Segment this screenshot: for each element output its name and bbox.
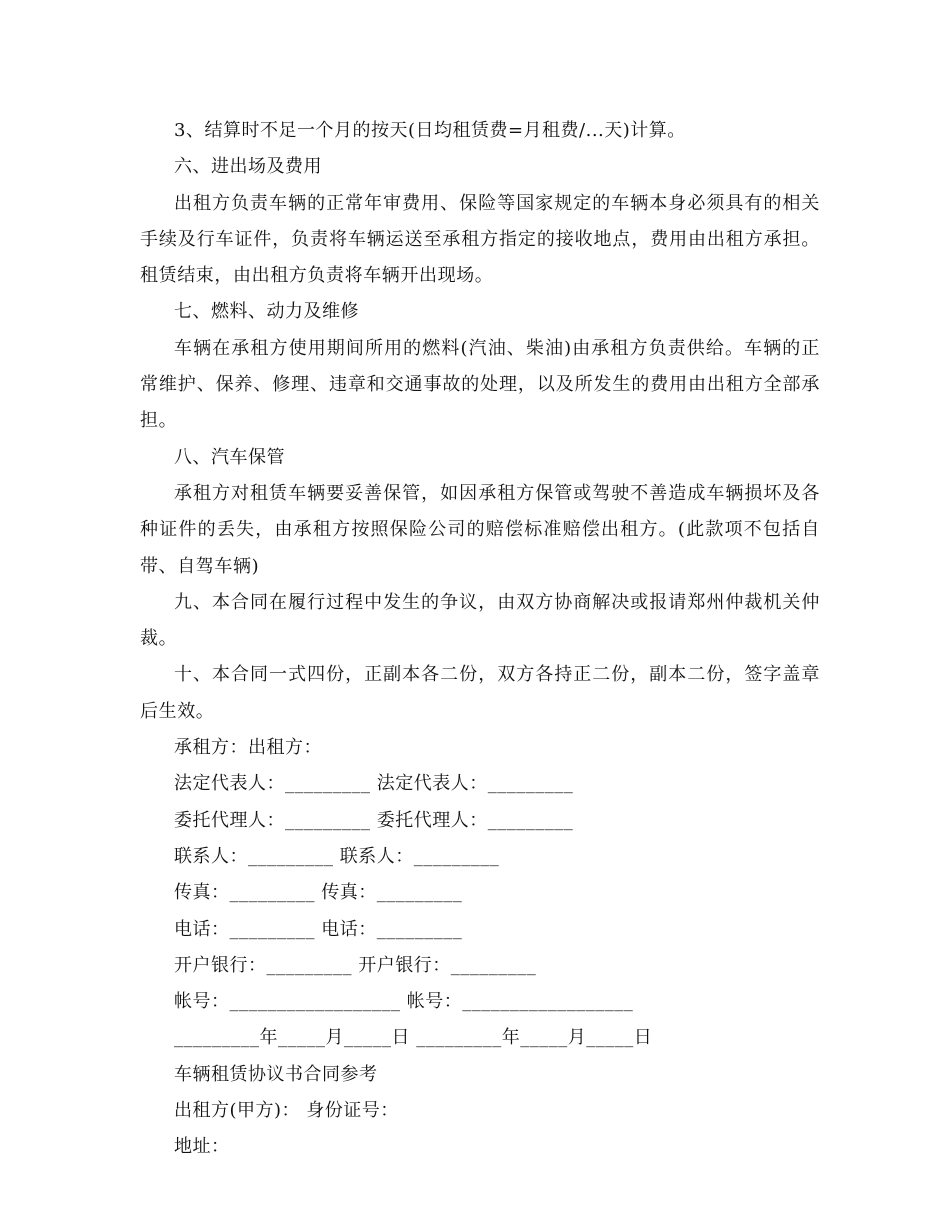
signature-agent: 委托代理人：_________ 委托代理人：_________ xyxy=(174,809,574,831)
signature-phone: 电话：_________ 电话：_________ xyxy=(174,918,463,940)
lessor-id-line: 出租方(甲方)： 身份证号： xyxy=(174,1100,399,1122)
signature-account: 帐号：__________________ 帐号：__________________ xyxy=(174,991,634,1013)
section-6-heading: 六、进出场及费用 xyxy=(174,156,322,178)
signature-legal-rep: 法定代表人：_________ 法定代表人：_________ xyxy=(174,773,574,795)
section-7-paragraph: 车辆在承租方使用期间所用的燃料(汽油、柴油)由承租方负责供给。车辆的正常维护、保养、修理、违章和交通事故的处理，以及所发生的费用由出租方全部承担。 xyxy=(140,337,820,432)
section-8-paragraph: 承租方对租赁车辆要妥善保管，如因承租方保管或驾驶不善造成车辆损坏及各种证件的丢失，由承租方按照保险公司的赔偿标准赔偿出租方。(此款项不包括自带、自驾车辆) xyxy=(140,482,820,577)
section-9-paragraph: 九、本合同在履行过程中发生的争议，由双方协商解决或报请郑州仲裁机关仲裁。 xyxy=(140,591,820,650)
signature-parties: 承租方：出租方： xyxy=(174,737,322,759)
signature-fax: 传真：_________ 传真：_________ xyxy=(174,882,463,904)
section-6-paragraph: 出租方负责车辆的正常年审费用、保险等国家规定的车辆本身必须具有的相关手续及行车证件，负责将车辆运送至承租方指定的接收地点，费用由出租方承担。租赁结束，由出租方负责将车辆开出现场。 xyxy=(140,192,820,287)
section-8-heading: 八、汽车保管 xyxy=(174,446,285,468)
document-body xyxy=(140,113,820,1166)
signature-contact: 联系人：_________ 联系人：_________ xyxy=(174,845,500,867)
clause-3-settlement: 3、结算时不足一个月的按天(日均租赁费=月租费/...天)计算。 xyxy=(174,120,686,141)
signature-date: _________年_____月_____日 _________年_____月_____日 xyxy=(174,1027,653,1049)
section-7-heading: 七、燃料、动力及维修 xyxy=(174,301,359,323)
second-contract-title: 车辆租赁协议书合同参考 xyxy=(174,1063,378,1085)
address-line: 地址： xyxy=(174,1136,230,1158)
signature-bank: 开户银行：_________ 开户银行：_________ xyxy=(174,954,537,976)
section-10-paragraph: 十、本合同一式四份，正副本各二份，双方各持正二份，副本二份，签字盖章后生效。 xyxy=(140,664,820,722)
